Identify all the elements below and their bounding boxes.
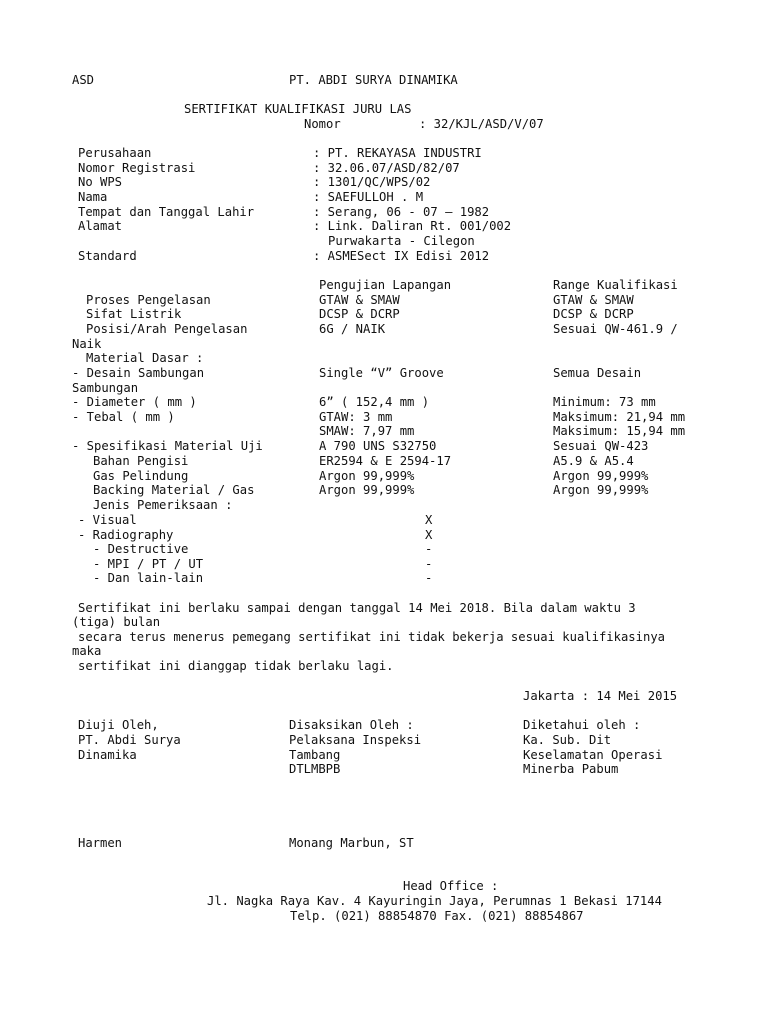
inspection-radiography-label: - Radiography xyxy=(78,528,174,542)
row-backing-label: Backing Material / Gas xyxy=(93,483,255,497)
inspection-lain-label: - Dan lain-lain xyxy=(93,571,204,585)
row-spesifikasi-test: A 790 UNS S32750 xyxy=(319,439,437,453)
identity-value-birth: : Serang, 06 - 07 – 1982 xyxy=(313,205,490,219)
signature-col2-line4: DTLMBPB xyxy=(289,762,341,776)
row-posisi-label-cont: Naik xyxy=(72,337,102,351)
row-gas-test: Argon 99,999% xyxy=(319,469,415,483)
identity-label-birth: Tempat dan Tanggal Lahir xyxy=(78,205,255,219)
row-bahan-test: ER2594 & E 2594-17 xyxy=(319,454,452,468)
row-tebal2-test: SMAW: 7,97 mm xyxy=(319,424,415,438)
row-spesifikasi-label: - Spesifikasi Material Uji xyxy=(72,439,263,453)
row-proses-label: Proses Pengelasan xyxy=(86,293,211,307)
validity-line1: Sertifikat ini berlaku sampai dengan tanggal 14 Mei 2018. Bila dalam waktu 3 xyxy=(78,601,636,615)
signature-col3-line4: Minerba Pabum xyxy=(523,762,619,776)
row-proses-test: GTAW & SMAW xyxy=(319,293,400,307)
signature-col3-line3: Keselamatan Operasi xyxy=(523,748,663,762)
signature-col2-line3: Tambang xyxy=(289,748,341,762)
row-gas-label: Gas Pelindung xyxy=(93,469,189,483)
row-tebal-range: Maksimum: 21,94 mm xyxy=(553,410,686,424)
validity-line2: secara terus menerus pemegang sertifikat ini tidak bekerja sesuai kualifikasinya xyxy=(78,630,665,644)
row-desain-range: Semua Desain xyxy=(553,366,642,380)
signature-col3-line1: Diketahui oleh : xyxy=(523,718,641,732)
identity-address-line2: Purwakarta - Cilegon xyxy=(328,234,475,248)
row-posisi-label: Posisi/Arah Pengelasan xyxy=(86,322,248,336)
identity-value-registration: : 32.06.07/ASD/82/07 xyxy=(313,161,460,175)
signature-col1-line2: PT. Abdi Surya xyxy=(78,733,181,747)
row-proses-range: GTAW & SMAW xyxy=(553,293,634,307)
row-desain-test: Single “V” Groove xyxy=(319,366,444,380)
header-left-code: ASD xyxy=(72,73,95,87)
signatory-name-2: Monang Marbun, ST xyxy=(289,836,414,850)
place-date: Jakarta : 14 Mei 2015 xyxy=(523,689,678,703)
inspection-heading: Jenis Pemeriksaan : xyxy=(93,498,233,512)
column-header-test: Pengujian Lapangan xyxy=(319,278,452,292)
inspection-destructive-mark: - xyxy=(425,542,433,556)
inspection-radiography-mark: X xyxy=(425,528,433,542)
inspection-mpi-mark: - xyxy=(425,557,433,571)
identity-label-name: Nama xyxy=(78,190,108,204)
row-backing-test: Argon 99,999% xyxy=(319,483,415,497)
inspection-mpi-label: - MPI / PT / UT xyxy=(93,557,204,571)
identity-value-name: : SAEFULLOH . M xyxy=(313,190,424,204)
identity-value-wps: : 1301/QC/WPS/02 xyxy=(313,175,431,189)
validity-line2-wrap: maka xyxy=(72,644,102,658)
inspection-lain-mark: - xyxy=(425,571,433,585)
row-tebal2-range: Maksimum: 15,94 mm xyxy=(553,424,686,438)
row-spesifikasi-range: Sesuai QW-423 xyxy=(553,439,649,453)
row-tebal-test: GTAW: 3 mm xyxy=(319,410,393,424)
inspection-visual-mark: X xyxy=(425,513,433,527)
footer-phone: Telp. (021) 88854870 Fax. (021) 88854867 xyxy=(290,909,584,923)
inspection-destructive-label: - Destructive xyxy=(93,542,189,556)
row-sifat-range: DCSP & DCRP xyxy=(553,307,634,321)
column-header-range: Range Kualifikasi xyxy=(553,278,678,292)
row-tebal-label: - Tebal ( mm ) xyxy=(72,410,175,424)
signatory-name-1: Harmen xyxy=(78,836,123,850)
validity-line1-wrap: (tiga) bulan xyxy=(72,615,161,629)
signature-col2-line1: Disaksikan Oleh : xyxy=(289,718,414,732)
inspection-visual-label: - Visual xyxy=(78,513,137,527)
identity-value-address: : Link. Daliran Rt. 001/002 xyxy=(313,219,512,233)
signature-col1-line1: Diuji Oleh, xyxy=(78,718,159,732)
identity-label-wps: No WPS xyxy=(78,175,123,189)
standard-value: : ASMESect IX Edisi 2012 xyxy=(313,249,490,263)
row-bahan-label: Bahan Pengisi xyxy=(93,454,189,468)
company-name: PT. ABDI SURYA DINAMIKA xyxy=(289,73,458,87)
row-diameter-test: 6” ( 152,4 mm ) xyxy=(319,395,430,409)
row-diameter-range: Minimum: 73 mm xyxy=(553,395,656,409)
row-sifat-test: DCSP & DCRP xyxy=(319,307,400,321)
standard-label: Standard xyxy=(78,249,137,263)
number-value: : 32/KJL/ASD/V/07 xyxy=(419,117,544,131)
row-backing-range: Argon 99,999% xyxy=(553,483,649,497)
row-gas-range: Argon 99,999% xyxy=(553,469,649,483)
document-title: SERTIFIKAT KUALIFIKASI JURU LAS xyxy=(184,102,412,116)
row-posisi-test: 6G / NAIK xyxy=(319,322,386,336)
signature-col3-line2: Ka. Sub. Dit xyxy=(523,733,612,747)
identity-value-company: : PT. REKAYASA INDUSTRI xyxy=(313,146,482,160)
footer-title: Head Office : xyxy=(403,879,499,893)
number-label: Nomor xyxy=(304,117,341,131)
row-posisi-range: Sesuai QW-461.9 / xyxy=(553,322,678,336)
row-sifat-label: Sifat Listrik xyxy=(86,307,182,321)
identity-label-registration: Nomor Registrasi xyxy=(78,161,196,175)
signature-col2-line2: Pelaksana Inspeksi xyxy=(289,733,422,747)
signature-col1-line3: Dinamika xyxy=(78,748,137,762)
row-desain-label-cont: Sambungan xyxy=(72,381,139,395)
footer-address: Jl. Nagka Raya Kav. 4 Kayuringin Jaya, Perumnas 1 Bekasi 17144 xyxy=(207,894,662,908)
validity-line3: sertifikat ini dianggap tidak berlaku lagi. xyxy=(78,659,394,673)
row-bahan-range: A5.9 & A5.4 xyxy=(553,454,634,468)
row-desain-label: - Desain Sambungan xyxy=(72,366,205,380)
identity-label-company: Perusahaan xyxy=(78,146,152,160)
identity-label-address: Alamat xyxy=(78,219,123,233)
row-diameter-label: - Diameter ( mm ) xyxy=(72,395,197,409)
material-dasar-heading: Material Dasar : xyxy=(86,351,204,365)
